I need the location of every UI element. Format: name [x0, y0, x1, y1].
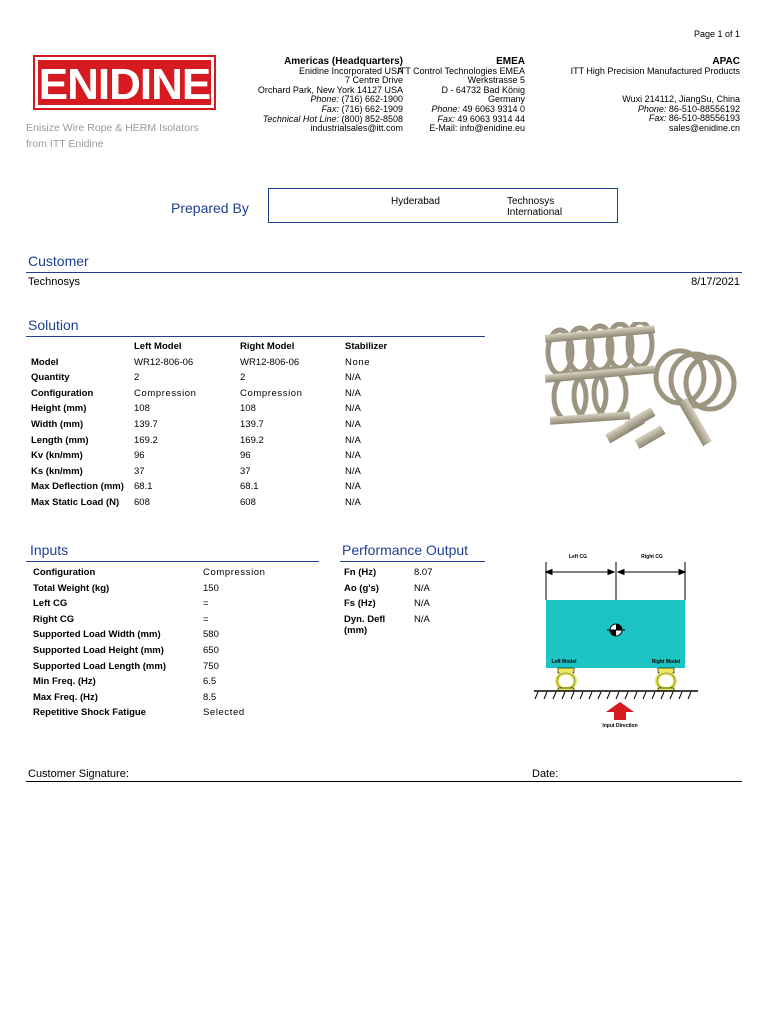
cell-right: WR12-806-06 — [240, 356, 300, 368]
apac-fax-label: Fax: — [648, 113, 667, 124]
table-row — [344, 567, 433, 583]
emea-title: EMEA — [496, 56, 525, 67]
table-row — [344, 598, 433, 614]
row-label: Supported Load Height (mm) — [33, 644, 164, 656]
right-isolator-mount — [657, 668, 675, 691]
table-row — [344, 583, 433, 599]
table-row — [33, 629, 266, 645]
table-row — [31, 357, 387, 373]
contact-emea — [397, 57, 525, 134]
solution-divider — [26, 336, 485, 337]
cell-stab: N/A — [345, 450, 361, 462]
left-model-label: Left Model — [551, 659, 577, 665]
apac-title: APAC — [712, 56, 740, 67]
cell-stab: N/A — [345, 372, 361, 384]
apac-fax: 86-510-88556193 — [666, 113, 740, 124]
row-value: N/A — [414, 613, 430, 625]
row-label: Model — [31, 356, 59, 368]
row-label: Max Static Load (N) — [31, 496, 120, 508]
table-row — [33, 567, 266, 583]
prepared-by-city: Hyderabad — [391, 196, 440, 207]
performance-heading: Performance Output — [342, 542, 469, 558]
cell-left: 139.7 — [134, 418, 158, 430]
cell-stab: N/A — [345, 403, 361, 415]
contact-americas — [258, 57, 403, 134]
row-value: 8.07 — [414, 567, 433, 578]
row-value: 750 — [203, 660, 219, 672]
row-label: Quantity — [31, 372, 70, 384]
row-label: Configuration — [33, 567, 96, 578]
americas-line: Enidine Incorporated USA — [298, 65, 403, 76]
row-value: 6.5 — [203, 676, 217, 688]
cell-stab: N/A — [345, 465, 361, 477]
emea-phone-label: Phone: — [431, 103, 460, 114]
company-line-2: International — [507, 207, 563, 218]
row-label: Fs (Hz) — [344, 598, 376, 610]
cell-left: 108 — [134, 403, 150, 415]
emea-line: ITT Control Technologies EMEA — [397, 65, 525, 76]
apac-phone-label: Phone: — [637, 103, 667, 114]
customer-heading: Customer — [28, 253, 89, 269]
table-row — [33, 661, 266, 677]
cell-stab: None — [345, 356, 371, 368]
americas-line: 7 Centre Drive — [344, 75, 403, 86]
row-label: Fn (Hz) — [344, 567, 377, 578]
emea-fax-label: Fax: — [437, 113, 455, 124]
right-model-label: Right Model — [651, 659, 681, 665]
isolator-diagram — [528, 548, 704, 734]
table-row — [33, 676, 266, 692]
row-label: Total Weight (kg) — [33, 582, 110, 594]
cell-right: 68.1 — [240, 481, 259, 493]
cell-stab: N/A — [345, 418, 361, 430]
left-cg-label: Left CG — [568, 554, 588, 560]
cell-stab: N/A — [345, 496, 361, 508]
row-value: 8.5 — [203, 691, 217, 703]
cell-right: 37 — [240, 465, 251, 477]
americas-fax: (716) 662-1909 — [338, 103, 403, 114]
row-label: Min Freq. (Hz) — [33, 676, 96, 688]
table-row — [33, 707, 266, 723]
americas-title: Americas (Headquarters) — [284, 56, 403, 67]
row-value: 650 — [203, 644, 219, 656]
left-isolator-mount — [557, 668, 575, 691]
cell-stab: N/A — [345, 434, 361, 446]
customer-date: 8/17/2021 — [691, 276, 740, 288]
wire-rope-isolator-image — [530, 322, 742, 462]
row-label: Dyn. Defl (mm) — [344, 613, 386, 636]
row-label: Kv (kn/mm) — [31, 450, 83, 462]
row-value: Compression — [203, 567, 266, 578]
emea-phone: 49 6063 9314 0 — [459, 103, 525, 114]
col-header-left: Left Model — [134, 341, 182, 352]
cell-right: 139.7 — [240, 418, 264, 430]
input-direction-label: Input Direction — [602, 723, 638, 729]
americas-email[interactable]: industrialsales@itt.com — [310, 123, 403, 134]
customer-name: Technosys — [28, 276, 80, 288]
row-label: Max Deflection (mm) — [31, 481, 124, 493]
cell-left: 169.2 — [134, 434, 158, 446]
table-row — [31, 372, 387, 388]
row-value: N/A — [414, 582, 430, 594]
cell-stab: N/A — [345, 387, 361, 399]
tagline — [26, 120, 199, 152]
inputs-divider — [26, 561, 319, 562]
table-row — [33, 598, 266, 614]
americas-phone: (716) 662-1900 — [338, 94, 403, 105]
inputs-heading: Inputs — [30, 542, 69, 558]
contact-apac — [571, 57, 740, 134]
row-label: Supported Load Width (mm) — [33, 629, 161, 641]
solution-heading: Solution — [28, 317, 79, 333]
cell-left: WR12-806-06 — [134, 356, 194, 368]
date-label: Date: — [532, 768, 559, 780]
row-value: = — [203, 598, 209, 610]
row-value: N/A — [414, 598, 430, 610]
table-row — [31, 388, 387, 404]
table-row — [33, 692, 266, 708]
row-label: Right CG — [33, 613, 75, 625]
table-row — [31, 450, 387, 466]
row-label: Left CG — [33, 598, 68, 610]
col-header-stabilizer: Stabilizer — [345, 341, 388, 352]
prepared-by-box — [268, 188, 618, 223]
cell-right: Compression — [240, 387, 303, 399]
table-row — [31, 403, 387, 419]
table-row — [33, 583, 266, 599]
row-label: Ao (g's) — [344, 582, 379, 594]
row-value: Selected — [203, 707, 245, 719]
americas-phone-label: Phone: — [310, 94, 339, 105]
table-row — [31, 435, 387, 451]
col-header-right: Right Model — [240, 341, 295, 352]
table-row — [33, 645, 266, 661]
cell-left: 2 — [134, 372, 140, 384]
page-number: Page 1 of 1 — [693, 29, 740, 39]
tagline-line-2: from ITT Enidine — [26, 138, 104, 150]
company-line-1: Technosys — [507, 196, 555, 207]
apac-phone: 86-510-88556192 — [666, 103, 740, 114]
emea-line: D - 64732 Bad König — [441, 84, 525, 95]
apac-line: Wuxi 214112, JiangSu, China — [622, 94, 740, 105]
americas-hotline-label: Technical Hot Line: — [262, 113, 339, 124]
americas-hotline: (800) 852-8508 — [338, 113, 403, 124]
row-label: Max Freq. (Hz) — [33, 691, 98, 703]
right-cg-label: Right CG — [641, 554, 663, 560]
cell-stab: N/A — [345, 481, 361, 493]
prepared-by-label: Prepared By — [171, 200, 249, 216]
table-row — [31, 466, 387, 482]
row-value: 150 — [203, 582, 219, 594]
logo-text: ENIDINE — [38, 60, 211, 109]
cell-left: Compression — [134, 387, 197, 399]
row-label: Length (mm) — [31, 434, 89, 446]
table-row — [33, 614, 266, 630]
inputs-table — [33, 567, 266, 723]
table-row — [31, 419, 387, 435]
table-row — [344, 614, 433, 636]
row-label: Width (mm) — [31, 418, 84, 430]
cell-left: 68.1 — [134, 481, 153, 493]
row-label: Repetitive Shock Fatigue — [33, 707, 146, 719]
tagline-line-1: Enisize Wire Rope & HERM Isolators — [26, 122, 199, 134]
cell-right: 169.2 — [240, 434, 264, 446]
cell-right: 2 — [240, 372, 246, 384]
cell-right: 608 — [240, 496, 256, 508]
emea-email[interactable]: E-Mail: info@enidine.eu — [429, 123, 525, 134]
apac-email[interactable]: sales@enidine.cn — [668, 122, 740, 133]
emea-line: Werkstrasse 5 — [467, 75, 525, 86]
cell-right: 108 — [240, 403, 256, 415]
solution-table — [31, 341, 387, 513]
row-label: Configuration — [31, 387, 94, 399]
cell-left: 608 — [134, 496, 150, 508]
row-label: Supported Load Length (mm) — [33, 660, 166, 672]
cell-right: 96 — [240, 450, 251, 462]
row-value: 580 — [203, 629, 219, 641]
emea-fax: 49 6063 9314 44 — [454, 113, 525, 124]
enidine-logo — [33, 55, 216, 110]
performance-divider — [340, 561, 485, 562]
table-row — [31, 481, 387, 497]
apac-line: ITT High Precision Manufactured Products — [570, 65, 740, 76]
input-direction-arrow-icon — [606, 702, 634, 720]
customer-divider — [26, 272, 742, 273]
americas-fax-label: Fax: — [321, 103, 339, 114]
table-row — [31, 497, 387, 513]
prepared-by-company — [507, 196, 562, 218]
customer-signature-label: Customer Signature: — [28, 768, 129, 780]
emea-line: Germany — [487, 94, 525, 105]
row-value: = — [203, 613, 209, 625]
cell-left: 37 — [134, 465, 145, 477]
cell-left: 96 — [134, 450, 145, 462]
row-label: Height (mm) — [31, 403, 87, 415]
performance-table — [344, 567, 433, 636]
row-label: Ks (kn/mm) — [31, 465, 83, 477]
americas-line: Orchard Park, New York 14127 USA — [257, 84, 403, 95]
signature-line — [26, 781, 742, 782]
ground-line — [534, 691, 698, 699]
